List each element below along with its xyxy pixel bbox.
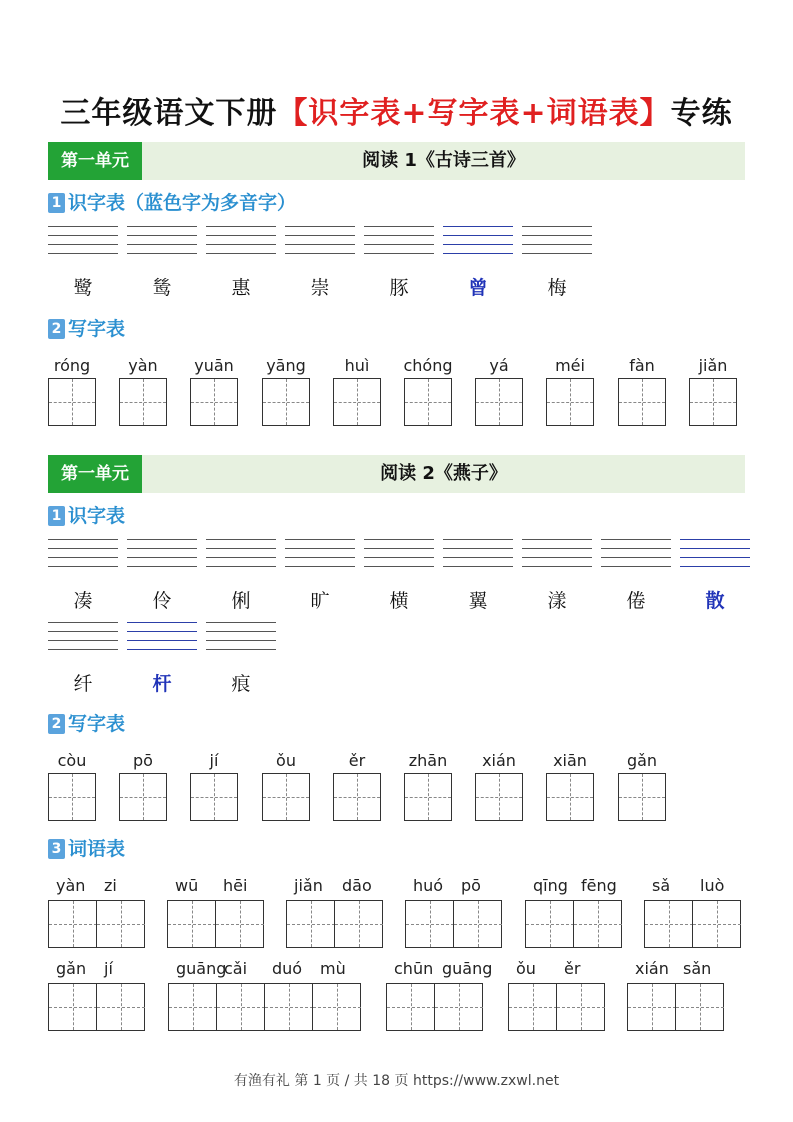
word-grid[interactable] bbox=[386, 983, 483, 1031]
pinyin-lines[interactable] bbox=[364, 539, 434, 575]
section-label: 识字表 bbox=[68, 505, 126, 527]
writing-line bbox=[680, 557, 750, 558]
word-pinyin: sǎ bbox=[652, 876, 671, 895]
pinyin-lines[interactable] bbox=[601, 539, 671, 575]
pinyin-lines[interactable] bbox=[364, 226, 434, 262]
pinyin-label: chóng bbox=[403, 356, 453, 375]
pinyin-label: xiān bbox=[553, 751, 587, 770]
writing-line bbox=[127, 631, 197, 632]
recognize-char: 散 bbox=[705, 590, 725, 612]
pinyin-label: fàn bbox=[629, 356, 655, 375]
unit-tag: 第一单元 bbox=[48, 455, 142, 493]
word-pinyin: huó bbox=[413, 876, 444, 895]
word-pinyin: luò bbox=[700, 876, 725, 895]
writing-line bbox=[127, 548, 197, 549]
pinyin-label: zhān bbox=[408, 751, 448, 770]
pinyin-label: pō bbox=[133, 751, 153, 770]
writing-line bbox=[127, 557, 197, 558]
cell-divider bbox=[215, 901, 216, 947]
recognize-char: 横 bbox=[389, 590, 409, 612]
writing-line bbox=[206, 649, 276, 650]
word-pinyin: yàn bbox=[56, 876, 86, 895]
pinyin-lines[interactable] bbox=[127, 539, 197, 575]
writing-line bbox=[48, 631, 118, 632]
writing-line bbox=[522, 235, 592, 236]
writing-line bbox=[127, 622, 197, 623]
tianzi-cell[interactable] bbox=[509, 984, 557, 1030]
word-pinyin: pō bbox=[461, 876, 481, 895]
writing-line bbox=[127, 539, 197, 540]
lesson-title: 阅读 2《燕子》 bbox=[380, 463, 507, 484]
writing-line bbox=[127, 253, 197, 254]
writing-line bbox=[285, 539, 355, 540]
cell-divider bbox=[573, 901, 574, 947]
writing-line bbox=[206, 244, 276, 245]
writing-line bbox=[443, 557, 513, 558]
pinyin-label: huì bbox=[344, 356, 370, 375]
pinyin-lines[interactable] bbox=[285, 226, 355, 262]
writing-line bbox=[285, 557, 355, 558]
tianzi-cell[interactable] bbox=[217, 984, 265, 1030]
cell-divider bbox=[453, 901, 454, 947]
tianzi-grid[interactable] bbox=[48, 378, 96, 426]
tianzi-grid[interactable] bbox=[546, 378, 594, 426]
recognize-char: 伶 bbox=[152, 590, 172, 612]
word-pinyin: mù bbox=[320, 959, 346, 978]
writing-line bbox=[443, 235, 513, 236]
tianzi-cell[interactable] bbox=[693, 901, 741, 947]
writing-line bbox=[680, 548, 750, 549]
word-grid[interactable] bbox=[525, 900, 622, 948]
writing-line bbox=[48, 539, 118, 540]
word-grid[interactable] bbox=[48, 983, 145, 1031]
writing-line bbox=[206, 631, 276, 632]
cell-divider bbox=[692, 901, 693, 947]
recognize-char: 惠 bbox=[231, 277, 251, 299]
pinyin-lines[interactable] bbox=[48, 226, 118, 262]
tianzi-grid[interactable] bbox=[475, 773, 523, 821]
word-pinyin: wū bbox=[175, 876, 199, 895]
pinyin-lines[interactable] bbox=[206, 539, 276, 575]
recognize-char: 曾 bbox=[468, 277, 488, 299]
pinyin-lines[interactable] bbox=[680, 539, 750, 575]
pinyin-label: róng bbox=[53, 356, 91, 375]
word-pinyin: duó bbox=[272, 959, 303, 978]
tianzi-cell[interactable] bbox=[526, 901, 574, 947]
pinyin-label: xián bbox=[482, 751, 516, 770]
word-pinyin: sǎn bbox=[683, 959, 712, 978]
writing-line bbox=[206, 226, 276, 227]
word-grid[interactable] bbox=[286, 900, 383, 948]
writing-line bbox=[364, 226, 434, 227]
recognize-char: 痕 bbox=[231, 673, 251, 695]
pinyin-label: yàn bbox=[128, 356, 158, 375]
pinyin-label: ǒu bbox=[276, 751, 296, 770]
pinyin-label: còu bbox=[57, 751, 87, 770]
writing-line bbox=[206, 557, 276, 558]
word-pinyin: qīng bbox=[533, 876, 568, 895]
cell-divider bbox=[216, 984, 217, 1030]
word-pinyin: guāng bbox=[176, 959, 227, 978]
section-number: 2 bbox=[48, 319, 65, 339]
unit-bar-2 bbox=[48, 455, 745, 493]
words-heading bbox=[48, 836, 125, 862]
writing-line bbox=[206, 548, 276, 549]
tianzi-grid[interactable] bbox=[333, 773, 381, 821]
write-heading-2 bbox=[48, 711, 125, 737]
cell-divider bbox=[312, 984, 313, 1030]
title-main: 三年级语文下册 bbox=[60, 96, 278, 131]
writing-line bbox=[48, 566, 118, 567]
tianzi-grid[interactable] bbox=[190, 773, 238, 821]
recognize-char: 俐 bbox=[231, 590, 251, 612]
title-highlight: 【识字表+写字表+词语表】 bbox=[277, 96, 671, 131]
writing-line bbox=[601, 557, 671, 558]
writing-line bbox=[364, 244, 434, 245]
writing-line bbox=[364, 566, 434, 567]
recognize-char: 倦 bbox=[626, 590, 646, 612]
writing-line bbox=[443, 226, 513, 227]
writing-line bbox=[48, 235, 118, 236]
tianzi-cell[interactable] bbox=[265, 984, 313, 1030]
recognize-heading-2 bbox=[48, 503, 125, 529]
tianzi-grid[interactable] bbox=[119, 773, 167, 821]
recognize-heading-1 bbox=[48, 190, 296, 216]
tianzi-cell[interactable] bbox=[49, 984, 97, 1030]
cell-divider bbox=[675, 984, 676, 1030]
tianzi-grid[interactable] bbox=[404, 773, 452, 821]
tianzi-cell[interactable] bbox=[435, 984, 483, 1030]
section-label: 识字表（蓝色字为多音字） bbox=[68, 192, 297, 214]
title-suffix: 专练 bbox=[670, 96, 733, 131]
writing-line bbox=[48, 640, 118, 641]
pinyin-lines[interactable] bbox=[285, 539, 355, 575]
section-label: 词语表 bbox=[68, 838, 126, 860]
writing-line bbox=[522, 226, 592, 227]
writing-line bbox=[680, 539, 750, 540]
word-grid[interactable] bbox=[627, 983, 724, 1031]
section-number: 2 bbox=[48, 714, 65, 734]
recognize-char: 纤 bbox=[73, 673, 93, 695]
section-number: 3 bbox=[48, 839, 65, 859]
writing-line bbox=[522, 557, 592, 558]
tianzi-cell[interactable] bbox=[49, 901, 97, 947]
word-grid[interactable] bbox=[508, 983, 605, 1031]
writing-line bbox=[522, 548, 592, 549]
tianzi-cell[interactable] bbox=[628, 984, 676, 1030]
writing-line bbox=[601, 566, 671, 567]
tianzi-cell[interactable] bbox=[287, 901, 335, 947]
recognize-char: 凑 bbox=[73, 590, 93, 612]
tianzi-grid[interactable] bbox=[689, 378, 737, 426]
word-pinyin: jí bbox=[104, 959, 113, 978]
writing-line bbox=[443, 253, 513, 254]
writing-line bbox=[522, 539, 592, 540]
writing-line bbox=[364, 548, 434, 549]
writing-line bbox=[285, 244, 355, 245]
word-grid[interactable] bbox=[405, 900, 502, 948]
writing-line bbox=[127, 566, 197, 567]
pinyin-label: jiǎn bbox=[698, 356, 728, 375]
cell-divider bbox=[96, 984, 97, 1030]
pinyin-label: méi bbox=[555, 356, 585, 375]
unit-bar-1 bbox=[48, 142, 745, 180]
tianzi-cell[interactable] bbox=[557, 984, 605, 1030]
cell-divider bbox=[434, 984, 435, 1030]
tianzi-cell[interactable] bbox=[335, 901, 383, 947]
writing-line bbox=[285, 226, 355, 227]
tianzi-cell[interactable] bbox=[574, 901, 622, 947]
writing-line bbox=[127, 640, 197, 641]
writing-line bbox=[48, 548, 118, 549]
writing-line bbox=[285, 566, 355, 567]
section-number: 1 bbox=[48, 506, 65, 526]
tianzi-cell[interactable] bbox=[454, 901, 502, 947]
tianzi-grid[interactable] bbox=[119, 378, 167, 426]
writing-line bbox=[364, 253, 434, 254]
writing-line bbox=[522, 253, 592, 254]
pinyin-label: jí bbox=[209, 751, 219, 770]
recognize-char: 鹭 bbox=[73, 277, 93, 299]
cell-divider bbox=[334, 901, 335, 947]
word-pinyin: zi bbox=[104, 876, 117, 895]
writing-line bbox=[206, 640, 276, 641]
writing-line bbox=[285, 548, 355, 549]
recognize-char: 鸶 bbox=[152, 277, 172, 299]
word-pinyin: fēng bbox=[581, 876, 617, 895]
word-pinyin: ǒu bbox=[516, 959, 536, 978]
writing-line bbox=[601, 539, 671, 540]
recognize-char: 豚 bbox=[389, 277, 409, 299]
cell-divider bbox=[264, 984, 265, 1030]
tianzi-cell[interactable] bbox=[676, 984, 724, 1030]
writing-line bbox=[364, 539, 434, 540]
word-pinyin: guāng bbox=[442, 959, 493, 978]
pinyin-label: gǎn bbox=[626, 751, 658, 770]
pinyin-lines[interactable] bbox=[127, 622, 197, 658]
tianzi-cell[interactable] bbox=[169, 984, 217, 1030]
tianzi-cell[interactable] bbox=[406, 901, 454, 947]
pinyin-lines[interactable] bbox=[443, 226, 513, 262]
recognize-char: 漾 bbox=[547, 590, 567, 612]
tianzi-grid[interactable] bbox=[618, 378, 666, 426]
writing-line bbox=[127, 235, 197, 236]
word-grid[interactable] bbox=[48, 900, 145, 948]
word-pinyin: dāo bbox=[342, 876, 372, 895]
pinyin-lines[interactable] bbox=[443, 539, 513, 575]
tianzi-cell[interactable] bbox=[97, 901, 145, 947]
tianzi-cell[interactable] bbox=[168, 901, 216, 947]
pinyin-lines[interactable] bbox=[522, 539, 592, 575]
tianzi-cell[interactable] bbox=[313, 984, 361, 1030]
writing-line bbox=[127, 226, 197, 227]
pinyin-lines[interactable] bbox=[127, 226, 197, 262]
writing-line bbox=[127, 649, 197, 650]
writing-line bbox=[127, 244, 197, 245]
writing-line bbox=[48, 649, 118, 650]
pinyin-lines[interactable] bbox=[522, 226, 592, 262]
recognize-char: 翼 bbox=[468, 590, 488, 612]
word-grid[interactable] bbox=[644, 900, 741, 948]
page-title bbox=[0, 88, 793, 132]
writing-line bbox=[364, 557, 434, 558]
word-pinyin: gǎn bbox=[56, 959, 87, 978]
writing-line bbox=[206, 566, 276, 567]
section-label: 写字表 bbox=[68, 318, 126, 340]
writing-line bbox=[206, 235, 276, 236]
pinyin-lines[interactable] bbox=[48, 622, 118, 658]
recognize-char: 梅 bbox=[547, 277, 567, 299]
lesson-title: 阅读 1《古诗三首》 bbox=[362, 150, 525, 171]
section-label: 写字表 bbox=[68, 713, 126, 735]
writing-line bbox=[443, 539, 513, 540]
word-pinyin: jiǎn bbox=[294, 876, 323, 895]
word-pinyin: chūn bbox=[394, 959, 434, 978]
word-grid[interactable] bbox=[168, 983, 361, 1031]
writing-line bbox=[601, 548, 671, 549]
writing-line bbox=[680, 566, 750, 567]
pinyin-label: yuān bbox=[194, 356, 234, 375]
page-footer: 有渔有礼 第 1 页 / 共 18 页 https://www.zxwl.net bbox=[233, 1073, 560, 1089]
writing-line bbox=[48, 244, 118, 245]
pinyin-label: yāng bbox=[266, 356, 306, 375]
pinyin-label: yá bbox=[489, 356, 509, 375]
writing-line bbox=[48, 622, 118, 623]
word-pinyin: cǎi bbox=[224, 959, 248, 978]
pinyin-label: ěr bbox=[348, 751, 366, 770]
writing-line bbox=[364, 235, 434, 236]
writing-line bbox=[522, 244, 592, 245]
tianzi-grid[interactable] bbox=[475, 378, 523, 426]
tianzi-cell[interactable] bbox=[216, 901, 264, 947]
section-number: 1 bbox=[48, 193, 65, 213]
tianzi-grid[interactable] bbox=[404, 378, 452, 426]
writing-line bbox=[48, 253, 118, 254]
writing-line bbox=[522, 566, 592, 567]
writing-line bbox=[443, 548, 513, 549]
tianzi-grid[interactable] bbox=[48, 773, 96, 821]
writing-line bbox=[48, 557, 118, 558]
tianzi-grid[interactable] bbox=[333, 378, 381, 426]
writing-line bbox=[285, 235, 355, 236]
pinyin-lines[interactable] bbox=[206, 226, 276, 262]
tianzi-grid[interactable] bbox=[262, 773, 310, 821]
writing-line bbox=[285, 253, 355, 254]
tianzi-grid[interactable] bbox=[546, 773, 594, 821]
pinyin-lines[interactable] bbox=[48, 539, 118, 575]
pinyin-lines[interactable] bbox=[206, 622, 276, 658]
write-heading-1 bbox=[48, 316, 125, 342]
writing-line bbox=[443, 244, 513, 245]
tianzi-cell[interactable] bbox=[97, 984, 145, 1030]
tianzi-cell[interactable] bbox=[387, 984, 435, 1030]
word-grid[interactable] bbox=[167, 900, 264, 948]
word-pinyin: xián bbox=[635, 959, 669, 978]
writing-line bbox=[48, 226, 118, 227]
tianzi-grid[interactable] bbox=[190, 378, 238, 426]
writing-line bbox=[206, 622, 276, 623]
word-pinyin: ěr bbox=[564, 959, 581, 978]
writing-line bbox=[443, 566, 513, 567]
tianzi-grid[interactable] bbox=[262, 378, 310, 426]
tianzi-grid[interactable] bbox=[618, 773, 666, 821]
recognize-char: 杆 bbox=[152, 673, 172, 695]
word-pinyin: hēi bbox=[223, 876, 248, 895]
recognize-char: 崇 bbox=[310, 277, 330, 299]
writing-line bbox=[206, 253, 276, 254]
writing-line bbox=[206, 539, 276, 540]
cell-divider bbox=[556, 984, 557, 1030]
tianzi-cell[interactable] bbox=[645, 901, 693, 947]
recognize-char: 旷 bbox=[310, 590, 330, 612]
cell-divider bbox=[96, 901, 97, 947]
unit-tag: 第一单元 bbox=[48, 142, 142, 180]
